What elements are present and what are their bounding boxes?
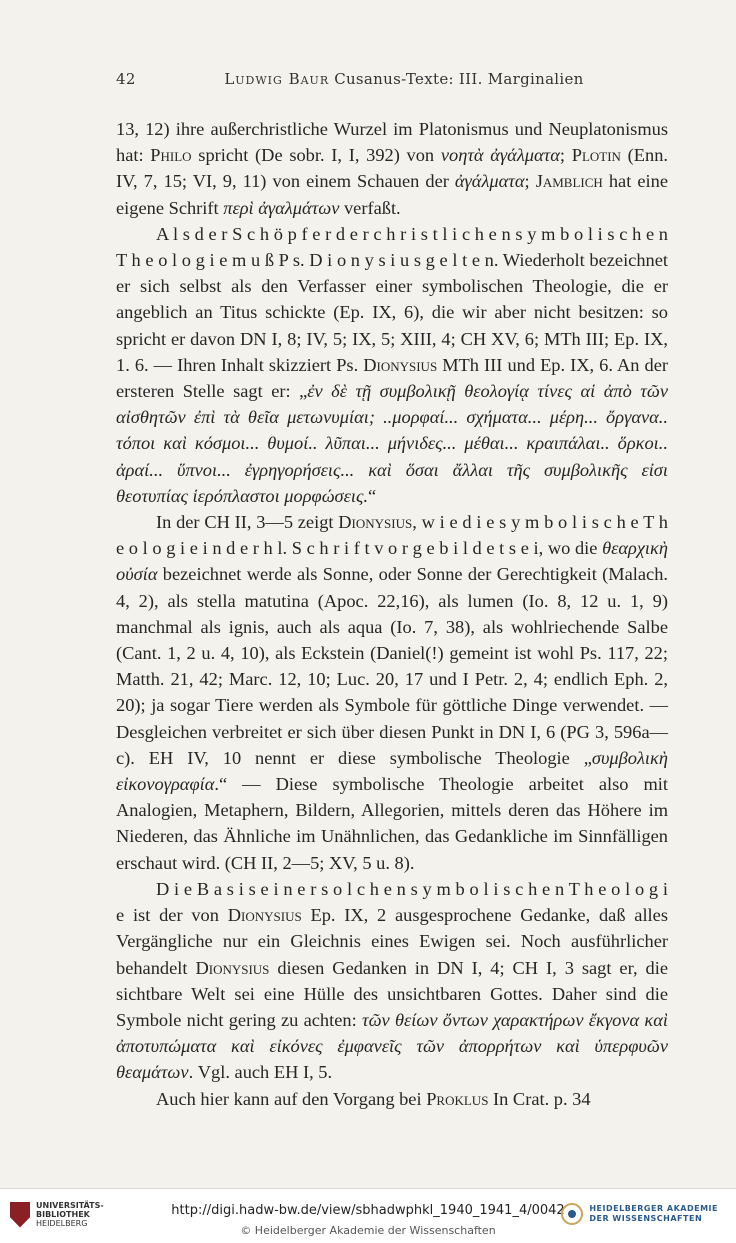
text-run: , w i e d i e s y m b o l i s c h e T h e o l o g i e i n d e r h l. S c h r i f t v o r g e b i l d e t s e i, wo die: [116, 512, 668, 559]
ub-logo-line1: UNIVERSITÄTS-: [36, 1201, 104, 1210]
academy-logo-line2: DER WISSENSCHAFTEN: [589, 1214, 703, 1223]
text-run: ;: [524, 171, 536, 192]
greek-quote: συμβολικὴ εἰκονογραφία: [116, 747, 668, 795]
text-run: In Crat. p. 34: [488, 1088, 591, 1109]
greek-quote: τῶν θείων ὄντων χαρακτήρων ἔκγονα καὶ ἀποτυπώματα καὶ εἰκόνες ἐμφανεῖς τῶν ἀπορρήτων καὶ ὑπερφυῶν θεαμάτων: [116, 1009, 668, 1083]
paragraph: [116, 509, 668, 876]
text-run: D i e B a s i s e i n e r s o l c h e n s y m b o l i s c h e n T h e o l o g i e: [116, 878, 668, 926]
viewer-footer: [0, 1188, 736, 1243]
text-run: .“ — Diese symbolische Theologie arbeitet also mit Analogien, Metaphern, Bildern, Allegorien, mittels deren das Höhere im Niederen, das Ähnliche im Unähnlichen, das Gedankliche im Sinnfälligen erschaut wird. (CH II, 2—5; XV, 5 u. 8).: [116, 774, 668, 873]
academy-logo-line1: HEIDELBERGER AKADEMIE: [589, 1204, 718, 1213]
paragraph: [116, 876, 668, 1086]
greek-quote: περὶ ἀγαλμάτων: [223, 197, 340, 218]
author-name: Philo: [150, 145, 192, 166]
text-run: bezeichnet werde als Sonne, oder Sonne der Gerechtigkeit (Malach. 4, 2), als stella matutina (Apoc. 22,16), als lumen (Io. 8, 12 u. 1, 9) manchmal als ignis, auch als aqua (Io. 7, 38), als wohlriechende Salbe (Cant. 1, 2 u. 4, 10), als Eckstein (Daniel(!) gemeint ist wohl Ps. 117, 22; Matth. 21, 42; Marc. 12, 10; Luc. 20, 17 und I Petr. 2, 4; endlich Eph. 2, 20); ja sogar Tiere werden als Symbole für göttliche Dinge verwendet. — Desgleichen verbreitet er sich über diesen Punkt in DN I, 6 (PG 3, 596a—c). EH IV, 10 nennt er diese symbolische Theologie „: [116, 564, 668, 768]
text-run: spricht (De sobr. I, I, 392) von: [191, 145, 441, 166]
text-run: A l s d e r S c h ö p f e r d e r c h r i s t l i c h e n s y m b o l i s c h e n T h e o l o g i e m u ß P s. D i o n y s i u s g e l t e n.: [116, 223, 668, 271]
greek-quote: ἀγάλματα: [454, 171, 525, 192]
permalink-url[interactable]: http://digi.hadw-bw.de/view/sbhadwphkl_1940_1941_4/0042: [171, 1203, 565, 1218]
copyright-notice: © Heidelberger Akademie der Wissenschaften: [240, 1224, 496, 1237]
text-run: (Enn. IV, 7, 15; VI, 9, 11) von einem Schauen der: [116, 145, 669, 192]
running-head-author: Ludwig Baur: [224, 70, 330, 88]
running-title: [180, 70, 668, 88]
text-run: Ep. IX, 2 ausgesprochene Gedanke, daß alles Vergängliche nur ein Gleichnis eines Ewigen sei. Noch ausführlicher behandelt: [116, 905, 668, 978]
running-head-title: Cusanus-Texte: III. Marginalien: [334, 70, 584, 88]
greek-quote: ἐν δὲ τῇ συμβολικῇ θεολογίᾳ τίνες αἱ ἀπὸ τῶν αἰσθητῶν ἐπὶ τὰ θεῖα μετωνυμίαι; ..μορφαί... σχήματα... μέρη... ὄργανα.. τόποι καὶ κόσμοι... θυμοί.. λῦπαι... μήνιδες... μέθαι... κραιπάλαι.. ὅρκοι.. ἀραί... ὕπνοι... ἐγρηγορήσεις... καὶ ὅσαι ἄλλαι τῆς συμβολικῆς εἰσι θεοτυπίας ἱερόπλαστοι μορφώσεις.: [116, 381, 669, 506]
text-run: diesen Gedanken in DN I, 4; CH I, 3 sagt er, die sichtbare Welt sei eine Hülle des unsichtbaren Gottes. Daher sind die Symbole nicht gering zu achten:: [116, 957, 668, 1030]
author-name: Jamblich: [535, 171, 603, 192]
academy-emblem-icon: [561, 1203, 583, 1225]
text-run: hat eine eigene Schrift: [116, 171, 668, 218]
text-run: ist der von: [124, 905, 228, 926]
text-run: “: [368, 485, 377, 506]
text-run: Wiederholt bezeichnet er sich selbst als den Verfasser einer symbolischen Theologie, die er angeblich an Titus schickte (Ep. IX, 6), die wir aber nicht besitzen: so spricht er davon DN I, 8; IV, 5; IX, 5; XIII, 4; CH XV, 6; MTh III; Ep. IX, 1. 6. — Ihren Inhalt skizziert Ps.: [116, 250, 668, 375]
author-name: Plotin: [571, 145, 621, 166]
paragraph: [116, 116, 668, 221]
text-run: In der CH II, 3—5 zeigt: [156, 512, 339, 533]
body-text: [116, 116, 668, 1112]
author-name: Dionysius: [227, 905, 302, 926]
text-run: verfaßt.: [339, 197, 401, 218]
text-run: 13, 12) ihre außerchristliche Wurzel im Platonismus und Neuplatonismus hat:: [116, 119, 668, 166]
text-run: Auch hier kann auf den Vorgang bei: [156, 1088, 427, 1109]
ub-logo-line3: HEIDELBERG: [36, 1219, 88, 1228]
author-name: Dionysius: [363, 354, 438, 375]
greek-quote: νοητὰ ἀγάλματα: [440, 145, 560, 166]
greek-quote: θεαρχικὴ οὐσία: [116, 538, 668, 585]
text-run: ;: [559, 145, 572, 166]
page-number: 42: [116, 70, 136, 88]
text-run: . Vgl. auch EH I, 5.: [188, 1062, 333, 1083]
ub-logo-line2: BIBLIOTHEK: [36, 1210, 90, 1219]
academy-logo[interactable]: [561, 1203, 718, 1225]
author-name: Dionysius: [338, 512, 413, 533]
author-name: Dionysius: [195, 957, 270, 978]
paragraph: [116, 221, 668, 509]
paragraph: [116, 1086, 668, 1112]
text-run: MTh III und Ep. IX, 6. An der ersteren Stelle sagt er: „: [116, 354, 668, 402]
running-head: [116, 70, 668, 88]
author-name: Proklus: [426, 1088, 489, 1109]
